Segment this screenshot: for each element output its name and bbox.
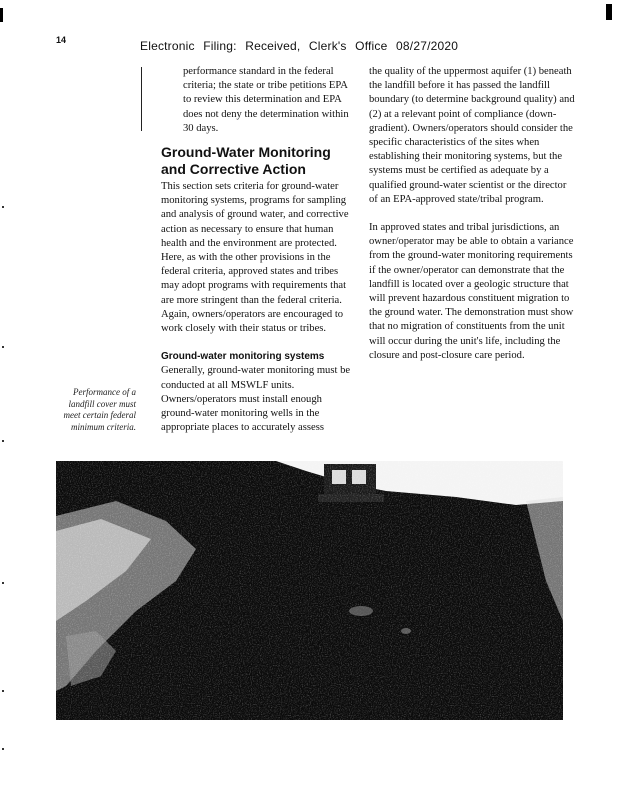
- scan-speck: [2, 206, 4, 208]
- landfill-photo: [56, 461, 563, 720]
- subsection-heading: Ground-water monitoring systems: [161, 351, 325, 363]
- section-heading-line: and Corrective Action: [161, 161, 306, 177]
- right-edge-mark: [606, 4, 612, 20]
- margin-caption: Performance of a landfill cover must meet certain federal minimum criteria.: [63, 387, 136, 432]
- page-number: 14: [56, 35, 67, 45]
- header-word: Filing:: [203, 39, 237, 53]
- header-date: 08/27/2020: [396, 39, 459, 53]
- section-heading-line: Ground-Water Monitoring: [161, 144, 331, 160]
- right-paragraph-1: the quality of the uppermost aquifer (1) beneath the landfill before it has passed the landfill boundary (to determine background quality) and (2) at a relevant point of compliance (down-gradient). Owners/operators should consider the specific characteristics of the sites when establishing their monitoring systems, but the systems must be certified as adequate by a qualified ground-water scientist or the director of an EPA-approved state/tribal program.: [369, 66, 575, 205]
- scan-speck: [2, 690, 4, 692]
- section-intro: This section sets criteria for ground-water monitoring systems, programs for sampling and analysis of ground water, and corrective action as necessary to ensure that human health and the environment are protected. Here, as with the other provisions in the federal criteria, approved states and tribes may adopt programs with requirements that are more stringent than the federal criteria. Again, owners/operators are encouraged to work closely with their status or tribes.: [161, 181, 349, 335]
- left-edge-mark: [0, 8, 3, 22]
- header-word: Received,: [245, 39, 301, 53]
- continued-text: performance standard in the federal criteria; the state or tribe petitions EPA to review this determination and EPA does not deny the determination within 30 days.: [183, 66, 349, 134]
- subsection-text: Generally, ground-water monitoring must be conducted at all MSWLF units. Owners/operators must install enough ground-water monitoring wells in the appropriate places to accurately assess: [161, 365, 351, 434]
- margin-rule: [141, 67, 142, 131]
- landfill-photo-art: [56, 461, 563, 720]
- header-word: Clerk's: [308, 39, 347, 53]
- scan-speck: [2, 582, 4, 584]
- section-heading: [161, 144, 355, 178]
- scan-speck: [2, 346, 4, 348]
- filing-header: [140, 39, 458, 53]
- scan-speck: [2, 748, 4, 750]
- header-word: Electronic: [140, 39, 195, 53]
- continued-paragraph: [183, 65, 353, 136]
- left-column: [161, 144, 355, 435]
- right-paragraph-2: In approved states and tribal jurisdictions, an owner/operator may be able to obtain a variance from the ground-water monitoring requirements if the owner/operator can demonstrate that the landfill is located over a geologic structure that will prevent hazardous constituent migration to the ground water. The demonstration must show that no migration of constituents from the unit will occur during the unit's life, including the closure and post-closure care period.: [369, 222, 574, 361]
- right-column: [369, 65, 575, 363]
- scan-speck: [2, 440, 4, 442]
- header-word: Office: [355, 39, 388, 53]
